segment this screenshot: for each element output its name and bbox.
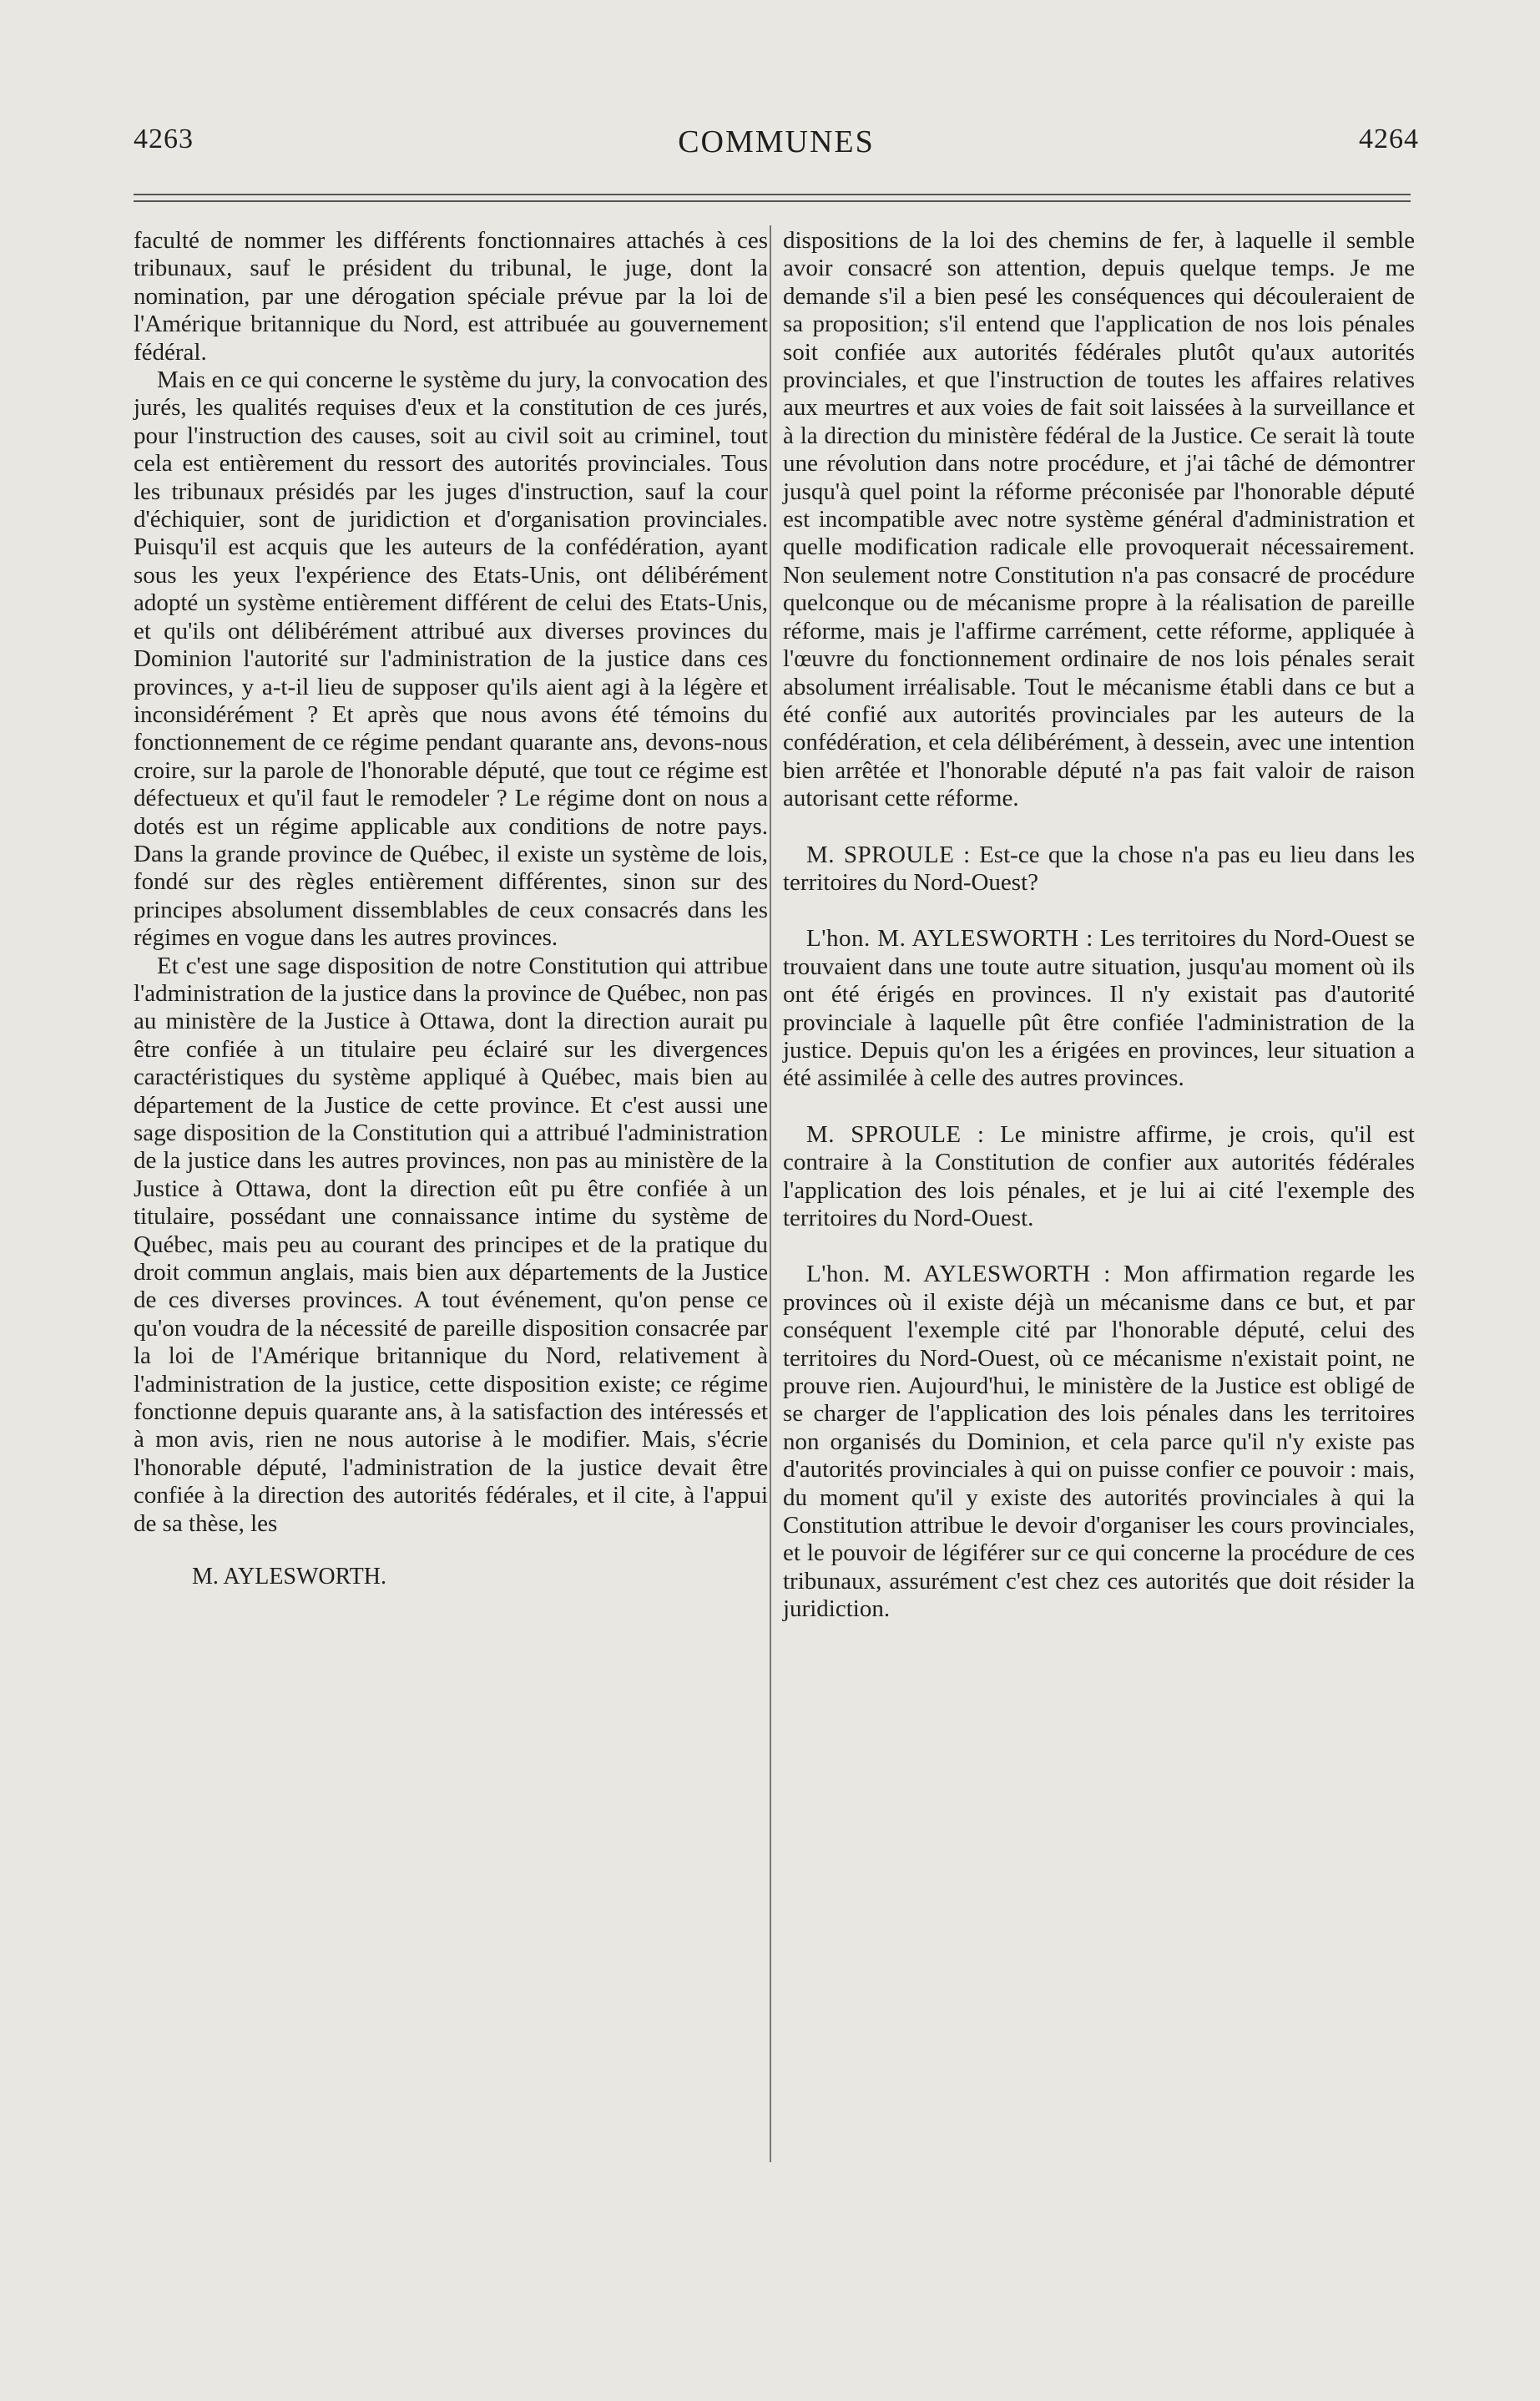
speaker-name: M. SPROULE : — [806, 1120, 985, 1148]
left-paragraph-1: faculté de nommer les différents fonctionnaires attachés à ces tribunaux, sauf le président du tribunal, le juge, dont la nomination, par une dérogation spéciale prévue par la loi de l'Amérique britannique du Nord, est attribuée au gouvernement fédéral. — [134, 227, 768, 366]
left-paragraph-3: Et c'est une sage disposition de notre Constitution qui attribue l'administration de la justice dans la province de Québec, non pas au ministère de la Justice à Ottawa, dont la direction aurait pu être confiée à un titulaire peu éclairé sur les divergences caractéristiques du système appliqué à Québec, mais bien au département de la Justice de cette province. Et c'est aussi une sage disposition de la Constitution qui a attribué l'administration de la justice dans les autres provinces, non pas au ministère de la Justice à Ottawa, dont la direction eût pu être confiée à un titulaire, possédant une connaissance intime du système de Québec, mais peu au courant des principes et de la pratique du droit commun anglais, mais bien aux départements de la Justice de ces diverses provinces. A tout événement, qu'on pense ce qu'on voudra de la nécessité de pareille disposition consacrée par la loi de l'Amérique britannique du Nord, relativement à l'administration de la justice, cette disposition existe; ce régime fonctionne depuis quarante ans, à la satisfaction des intéressés et à mon avis, rien ne nous autorise à le modifier. Mais, s'écrie l'honorable député, l'administration de la justice devait être confiée à la direction des autorités fédérales, et il cite, à l'appui de sa thèse, les — [134, 952, 768, 1537]
page-number-right: 4264 — [1359, 124, 1419, 154]
speech-text: Est-ce que la chose n'a pas eu lieu dans les territoires du Nord-Ouest? — [783, 841, 1415, 896]
speaker-name: L'hon. M. AYLESWORTH : — [806, 925, 1093, 953]
speech-4 — [783, 1261, 1415, 1623]
left-column — [134, 227, 768, 1591]
column-divider — [770, 225, 771, 2162]
speech-text: Le ministre affirme, je crois, qu'il est contraire à la Constitution de confier aux autorités fédérales l'application des lois pénales, et je lui ai cité l'exemple des territoires du Nord-Ouest. — [783, 1120, 1415, 1231]
header-rule-top — [134, 194, 1411, 195]
speaker-name: M. SPROULE : — [806, 841, 971, 868]
page-header — [134, 124, 1419, 174]
header-rule-bottom — [134, 200, 1411, 202]
left-paragraph-2: Mais en ce qui concerne le système du jury, la convocation des jurés, les qualités requises d'eux et la constitution de ces jurés, pour l'instruction des causes, soit au civil soit au criminel, tout cela est entièrement du ressort des autorités provinciales. Tous les tribunaux présidés par les juges d'instruction, sauf la cour d'échiquier, sont de juridiction et d'organisation provinciales. Puisqu'il est acquis que les auteurs de la confédération, ayant sous les yeux l'expérience des Etats-Unis, ont délibérément adopté un système entièrement différent de celui des Etats-Unis, et qu'ils ont délibérément attribué aux diverses provinces du Dominion l'autorité sur l'administration de la justice dans ces provinces, y a-t-il lieu de supposer qu'ils aient agi à la légère et inconsidérément ? Et après que nous avons été témoins du fonctionnement de ce régime pendant quarante ans, devons-nous croire, sur la parole de l'honorable député, que tout ce régime est défectueux et qu'il faut le remodeler ? Le régime dont on nous a dotés est un régime applicable aux conditions de notre pays. Dans la grande province de Québec, il existe un système de lois, fondé sur des règles entièrement différentes, sinon sur des principes absolument dissemblables de ceux consacrés dans les régimes en vogue dans les autres provinces. — [134, 366, 768, 952]
speech-text: Mon affirmation regarde les provinces où il existe déjà un mécanisme dans ce but, et par conséquent l'exemple cité par l'honorable député, celui des territoires du Nord-Ouest, où ce mécanisme n'existait point, ne prouve rien. Aujourd'hui, le ministère de la Justice est obligé de se charger de l'application des lois pénales dans les territoires non organisés du Dominion, et cela parce qu'il n'y existe pas d'autorités provinciales à qui on puisse confier ce pouvoir : mais, du moment qu'il y existe des autorités provinciales à qui la Constitution attribue le devoir d'organiser les cours provinciales, et le pouvoir de légiférer sur ce qui concerne la procédure de ces tribunaux, assurément c'est chez ces autorités que doit résider la juridiction. — [783, 1261, 1415, 1623]
speech-3 — [783, 1121, 1415, 1233]
speech-2 — [783, 925, 1415, 1092]
speech-text: Les territoires du Nord-Ouest se trouvaient dans une toute autre situation, jusqu'au moment où ils ont été érigés en provinces. Il n'y existait pas d'autorité provinciale à laquelle pût être confiée l'administration de la justice. Depuis qu'on les a érigées en provinces, leur situation a été assimilée à celle des autres provinces. — [783, 925, 1415, 1092]
speaker-name: L'hon. M. AYLESWORTH : — [806, 1261, 1111, 1288]
speech-1 — [783, 842, 1415, 897]
column-signature: M. AYLESWORTH. — [192, 1564, 386, 1590]
page-title: COMMUNES — [678, 124, 875, 159]
right-opening-paragraph: dispositions de la loi des chemins de fer, à laquelle il semble avoir consacré son attention, depuis quelque temps. Je me demande s'il a bien pesé les conséquences qui découleraient de sa proposition; s'il entend que l'application de nos lois pénales soit confiée aux autorités fédérales plutôt qu'aux autorités provinciales, et que l'instruction de toutes les affaires relatives aux meurtres et aux voies de fait soit laissées à la surveillance et à la direction du ministère fédéral de la Justice. Ce serait là toute une révolution dans notre procédure, et j'ai tâché de démontrer jusqu'à quel point la réforme préconisée par l'honorable député est incompatible avec notre système général d'administration et quelle modification radicale elle provoquerait nécessairement. Non seulement notre Constitution n'a pas consacré de procédure quelconque ou de mécanisme propre à la réalisation de pareille réforme, mais je l'affirme carrément, cette réforme, appliquée à l'œuvre du fonctionnement ordinaire de nos lois pénales serait absolument irréalisable. Tout le mécanisme établi dans ce but a été confié aux autorités provinciales par les auteurs de la confédération, et cela délibérément, à dessein, avec une intention bien arrêtée et l'honorable député n'a pas fait valoir de raison autorisant cette réforme. — [783, 227, 1415, 812]
right-column — [783, 227, 1415, 1624]
page-number-left: 4263 — [134, 124, 194, 154]
